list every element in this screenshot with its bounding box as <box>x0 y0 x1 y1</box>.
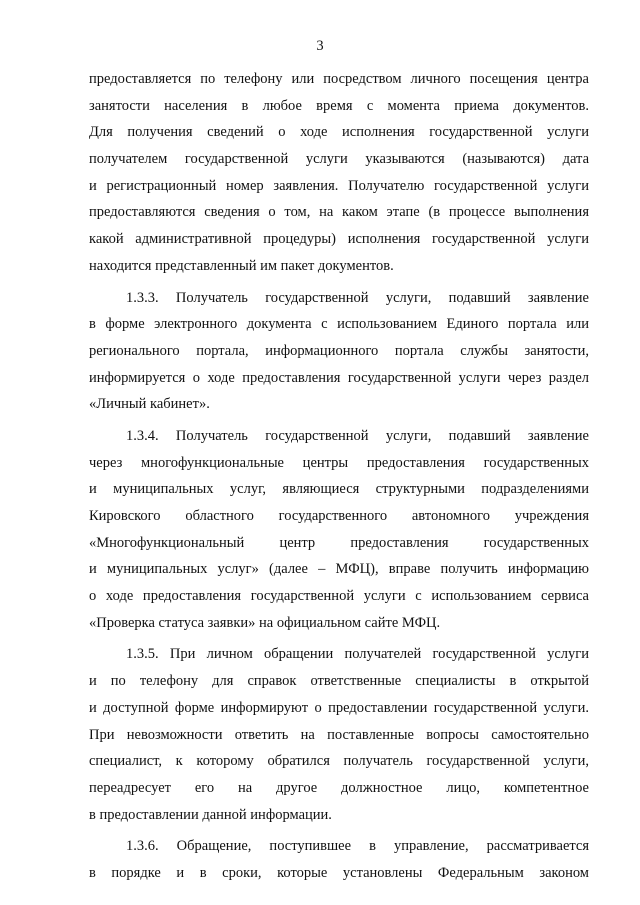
paragraph <box>89 285 589 418</box>
page-number: 3 <box>316 38 324 54</box>
paragraph <box>89 641 589 828</box>
text-line: о ходе предоставления государственной услуги с использованием сервиса <box>89 588 589 605</box>
text-line: Кировского областного государственного автономного учреждения <box>89 508 589 524</box>
text-line: 1.3.4. Получатель государственной услуги, подавший заявление <box>126 427 589 444</box>
text-line: «Личный кабинет». <box>89 396 210 413</box>
text-line: какой административной процедуры) исполнения государственной услуги <box>89 231 589 248</box>
text-line: и муниципальных услуг, являющиеся структурными подразделениями <box>89 481 589 498</box>
text-line: получателем государственной услуги указываются (называются) дата <box>89 151 589 168</box>
text-line: предоставляются сведения о том, на каком этапе (в процессе выполнения <box>89 204 589 221</box>
text-line: специалист, к которому обратился получатель государственной услуги, <box>89 753 589 770</box>
text-line: «Проверка статуса заявки» на официальном сайте МФЦ. <box>89 614 441 631</box>
text-line: находится представленный им пакет документов. <box>89 257 394 274</box>
text-line: и муниципальных услуг» (далее – МФЦ), вправе получить информацию <box>89 561 589 578</box>
text-line: 1.3.6. Обращение, поступившее в управление, рассматривается <box>126 838 589 855</box>
paragraph <box>89 423 589 637</box>
text-line: занятости населения в любое время с момента приема документов. <box>89 97 589 114</box>
document-body <box>89 66 589 892</box>
text-line: и доступной форме информируют о предоставлении государственной услуги. <box>89 699 589 716</box>
text-line: в форме электронного документа с использованием Единого портала или <box>89 316 589 333</box>
text-line: регионального портала, информационного портала службы занятости, <box>89 342 589 359</box>
text-line: информируется о ходе предоставления государственной услуги через раздел <box>89 369 589 386</box>
text-line: При невозможности ответить на поставленные вопросы самостоятельно <box>89 726 589 743</box>
text-line: в порядке и в сроки, которые установлены Федеральным законом <box>89 864 589 881</box>
text-line: переадресует его на другое должностное лицо, компетентное <box>89 779 589 796</box>
paragraph <box>89 833 589 886</box>
text-line: 1.3.5. При личном обращении получателей государственной услуги <box>126 646 589 663</box>
text-line: и регистрационный номер заявления. Получателю государственной услуги <box>89 177 589 194</box>
text-line: Для получения сведений о ходе исполнения государственной услуги <box>89 124 589 141</box>
text-line: «Многофункциональный центр предоставления государственных <box>89 534 589 551</box>
paragraph <box>89 66 589 280</box>
text-line: 1.3.3. Получатель государственной услуги, подавший заявление <box>126 289 589 306</box>
text-line: и по телефону для справок ответственные специалисты в открытой <box>89 673 589 690</box>
text-line: через многофункциональные центры предоставления государственных <box>89 454 589 471</box>
text-line: предоставляется по телефону или посредством личного посещения центра <box>89 71 589 87</box>
text-line: в предоставлении данной информации. <box>89 806 332 823</box>
